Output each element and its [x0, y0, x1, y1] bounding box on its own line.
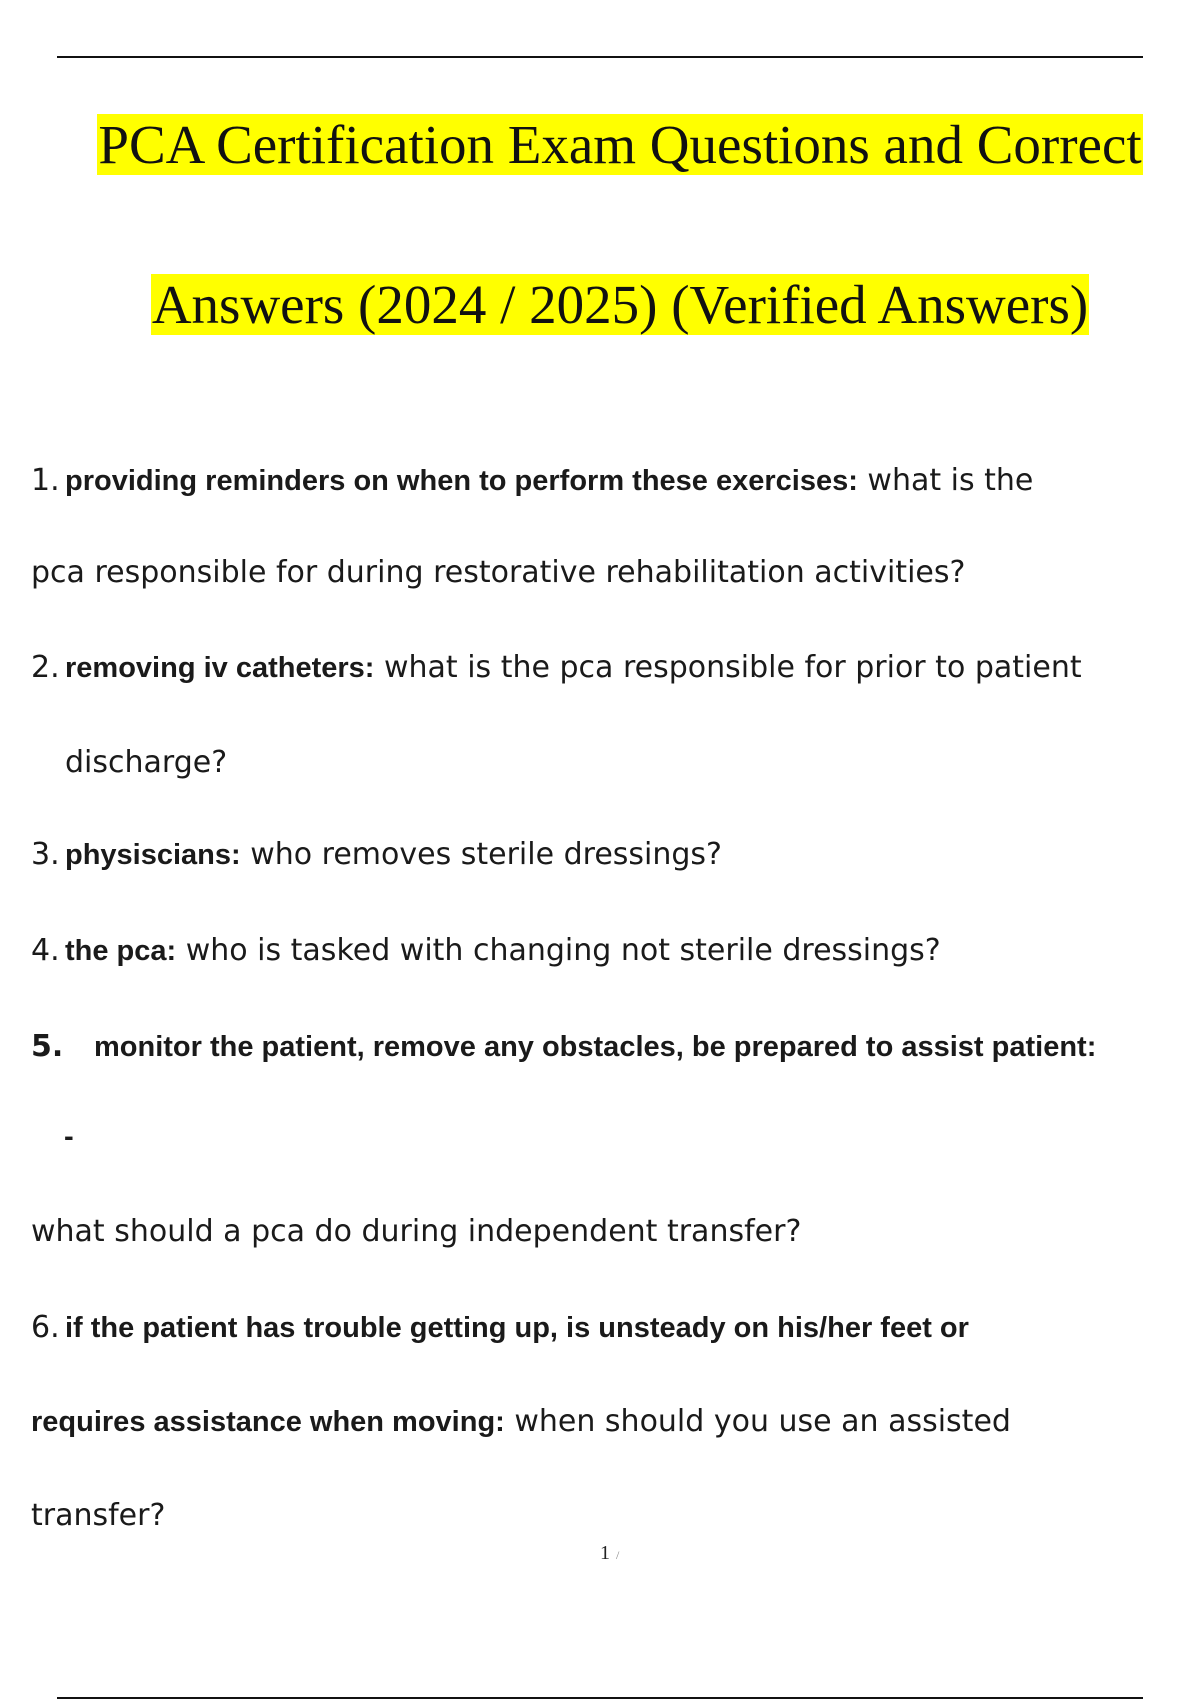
question-6-continuation — [31, 1402, 1011, 1442]
question-3 — [31, 835, 722, 875]
document-title-line-1: PCA Certification Exam Questions and Correct — [98, 114, 1142, 175]
question-text: what is the pca responsible for prior to patient — [374, 650, 1082, 685]
question-6-tail: transfer? — [31, 1498, 166, 1533]
question-number: 2. — [31, 650, 60, 685]
question-text: when should you use an assisted — [504, 1404, 1011, 1439]
document-title-line-2: Answers (2024 / 2025) (Verified Answers) — [151, 274, 1089, 335]
answer-text: if the patient has trouble getting up, is unsteady on his/her feet or — [65, 1312, 969, 1344]
answer-text: the pca: — [65, 935, 177, 967]
question-5 — [31, 1027, 1096, 1067]
question-text: what is the — [857, 463, 1034, 498]
question-number: 5. — [31, 1029, 64, 1064]
answer-text: monitor the patient, remove any obstacles, be prepared to assist patient: — [94, 1031, 1097, 1063]
question-6 — [31, 1308, 969, 1348]
question-number: 3. — [31, 837, 60, 872]
top-rule — [57, 56, 1143, 58]
question-1-continuation: pca responsible for during restorative rehabilitation activities? — [31, 555, 966, 590]
answer-text: physiscians: — [65, 839, 241, 871]
question-2-continuation: discharge? — [65, 745, 228, 780]
answer-text: removing iv catheters: — [65, 652, 375, 684]
answer-text: providing reminders on when to perform these exercises: — [65, 465, 858, 497]
question-1 — [31, 461, 1033, 501]
page-number: 1 / — [600, 1542, 620, 1564]
answer-dash: - — [64, 1121, 74, 1153]
question-text: who removes sterile dressings? — [240, 837, 722, 872]
question-number: 4. — [31, 933, 60, 968]
question-text: who is tasked with changing not sterile dressings? — [176, 933, 941, 968]
bottom-rule — [57, 1697, 1143, 1699]
question-number: 6. — [31, 1310, 60, 1345]
question-number: 1. — [31, 463, 60, 498]
answer-text-continuation: requires assistance when moving: — [31, 1406, 505, 1438]
question-2 — [31, 648, 1082, 688]
question-5-continuation: what should a pca do during independent transfer? — [31, 1214, 802, 1249]
question-4 — [31, 931, 941, 971]
